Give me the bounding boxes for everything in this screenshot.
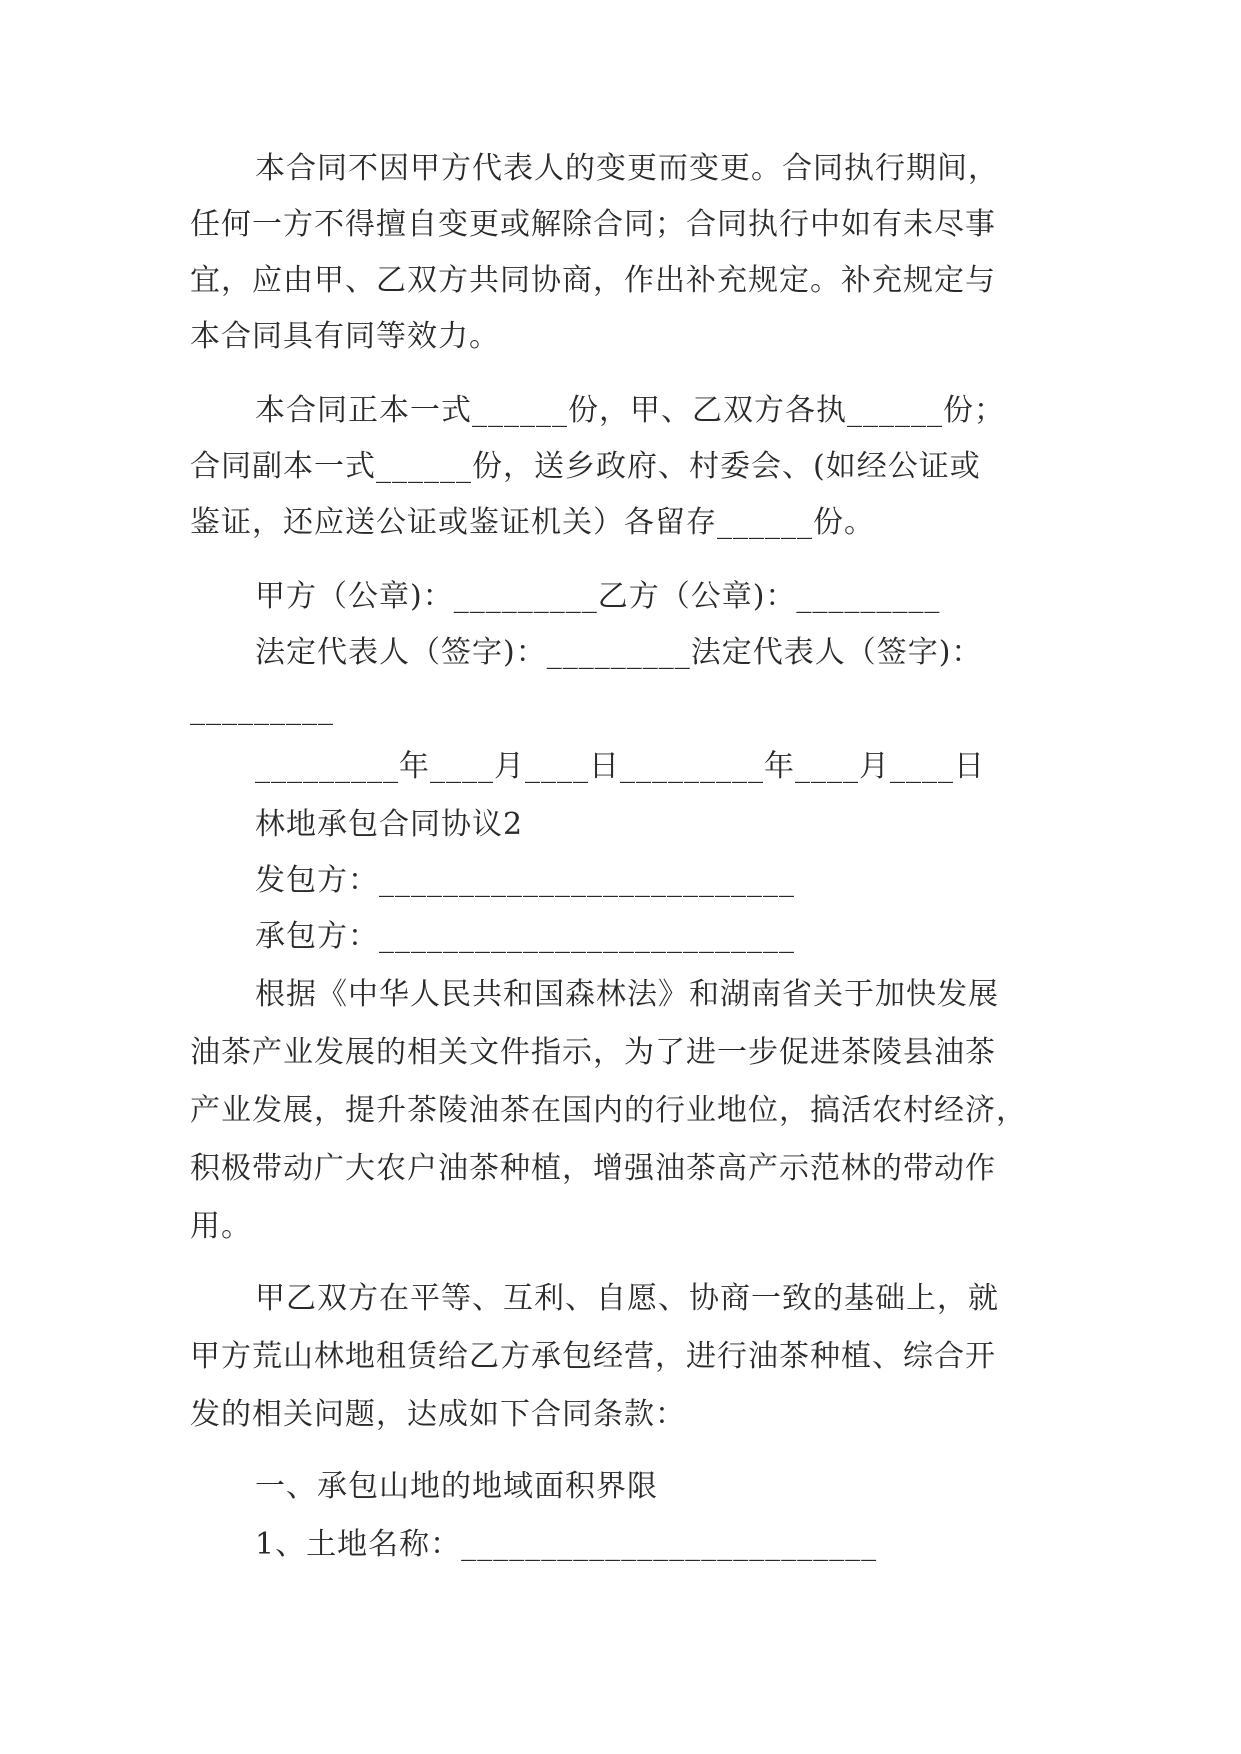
paragraph-line: 发的相关问题，达成如下合同条款： [190, 1397, 686, 1432]
paragraph-line: 根据《中华人民共和国森林法》和湖南省关于加快发展 [255, 977, 999, 1012]
issuer-line: 发包方：__________________________ [255, 863, 795, 898]
paragraph-line: 合同副本一式______份，送乡政府、村委会、(如经公证或 [190, 449, 981, 484]
signature-line: 甲方（公章)：_________乙方（公章)：_________ [255, 579, 941, 614]
paragraph-line: 甲方荒山林地租赁给乙方承包经营，进行油茶种植、综合开 [190, 1339, 996, 1374]
clause-item: 1、土地名称：__________________________ [255, 1527, 878, 1562]
section-title: 林地承包合同协议2 [255, 807, 524, 842]
paragraph-line: 任何一方不得擅自变更或解除合同；合同执行中如有未尽事 [190, 207, 996, 242]
paragraph-line: 油茶产业发展的相关文件指示，为了进一步促进茶陵县油茶 [190, 1035, 996, 1070]
signature-blank: _________ [190, 691, 334, 726]
signature-line: 法定代表人（签字)：_________法定代表人（签字)： [255, 635, 983, 670]
paragraph-line: 宜，应由甲、乙双方共同协商，作出补充规定。补充规定与 [190, 263, 996, 298]
paragraph-line: 本合同正本一式______份，甲、乙双方各执______份； [255, 393, 1005, 428]
paragraph-line: 积极带动广大农户油茶种植，增强油茶高产示范林的带动作 [190, 1151, 996, 1186]
clause-heading: 一、承包山地的地域面积界限 [255, 1469, 658, 1504]
contractor-line: 承包方：__________________________ [255, 919, 795, 954]
paragraph-line: 本合同具有同等效力。 [190, 319, 500, 354]
date-line: _________年____月____日_________年____月____日 [255, 749, 985, 784]
paragraph-line: 用。 [190, 1209, 252, 1244]
paragraph-line: 本合同不因甲方代表人的变更而变更。合同执行期间， [255, 151, 999, 186]
paragraph-line: 产业发展，提升茶陵油茶在国内的行业地位，搞活农村经济， [190, 1093, 1027, 1128]
paragraph-line: 鉴证，还应送公证或鉴证机关）各留存______份。 [190, 505, 875, 540]
paragraph-line: 甲乙双方在平等、互利、自愿、协商一致的基础上，就 [255, 1281, 999, 1316]
